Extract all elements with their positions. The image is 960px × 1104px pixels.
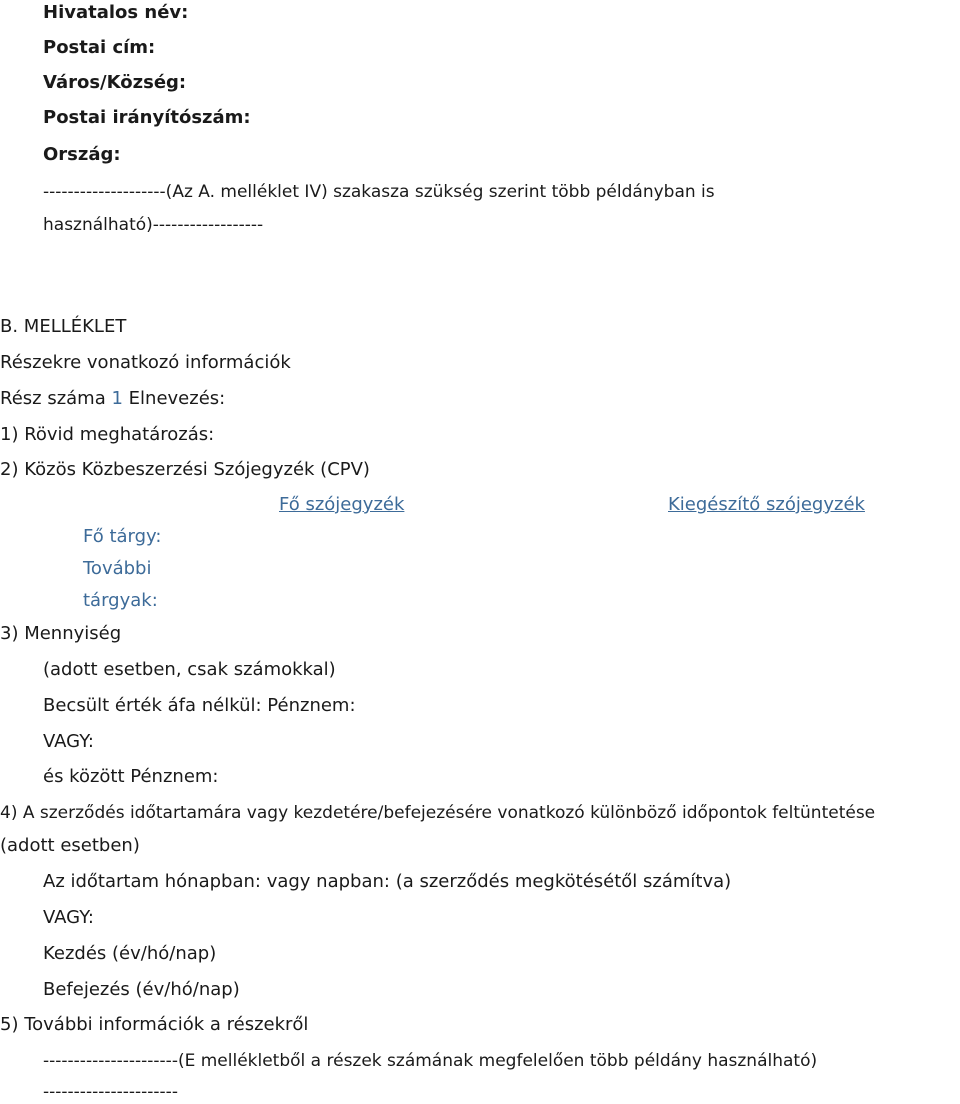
section-duration-note: (adott esetben) [0,835,140,856]
start-date-label: Kezdés (év/hó/nap) [43,943,217,964]
duration-label: Az időtartam hónapban: vagy napban: (a szerződés megkötésétől számítva) [43,871,732,892]
section-short-description: 1) Rövid meghatározás: [0,424,215,445]
cpv-main-vocab-header: Fő szójegyzék [279,494,405,515]
annex-subtitle: Részekre vonatkozó információk [0,352,291,373]
quantity-note: (adott esetben, csak számokkal) [43,659,336,680]
contact-note-line2: használható)------------------ [43,215,264,235]
contact-note-line1: --------------------(Az A. melléklet IV) szakasza szükség szerint több példányban is [43,182,715,202]
estimated-value-label: Becsült érték áfa nélkül: Pénznem: [43,695,356,716]
part-number: 1 [111,388,123,409]
between-label: és között Pénznem: [43,766,219,787]
footer-note-line1: ----------------------(E mellékletből a részek számának megfelelően több példány használható) [43,1051,818,1071]
cpv-supp-vocab-header: Kiegészítő szójegyzék [668,494,865,515]
cpv-additional-label-line1: További [83,558,152,579]
country-label: Ország: [43,144,121,165]
section-quantity: 3) Mennyiség [0,623,122,644]
part-row [0,387,225,411]
end-date-label: Befejezés (év/hó/nap) [43,979,240,1000]
or-label-2: VAGY: [43,907,94,928]
section-duration: 4) A szerződés időtartamára vagy kezdetére/befejezésére vonatkozó különböző időpontok feltüntetése [0,803,876,823]
footer-note-line2: ---------------------- [43,1082,178,1102]
official-name-label: Hivatalos név: [43,2,189,23]
section-additional-info: 5) További információk a részekről [0,1014,309,1035]
part-name-label: Elnevezés: [128,388,226,409]
postal-address-label: Postai cím: [43,37,156,58]
or-label-1: VAGY: [43,731,94,752]
postal-code-label: Postai irányítószám: [43,107,251,128]
part-label: Rész száma [0,388,106,409]
section-cpv: 2) Közös Közbeszerzési Szójegyzék (CPV) [0,459,370,480]
city-label: Város/Község: [43,72,187,93]
cpv-additional-label-line2: tárgyak: [83,590,158,611]
cpv-main-object-label: Fő tárgy: [83,526,162,547]
annex-title: B. MELLÉKLET [0,316,127,337]
